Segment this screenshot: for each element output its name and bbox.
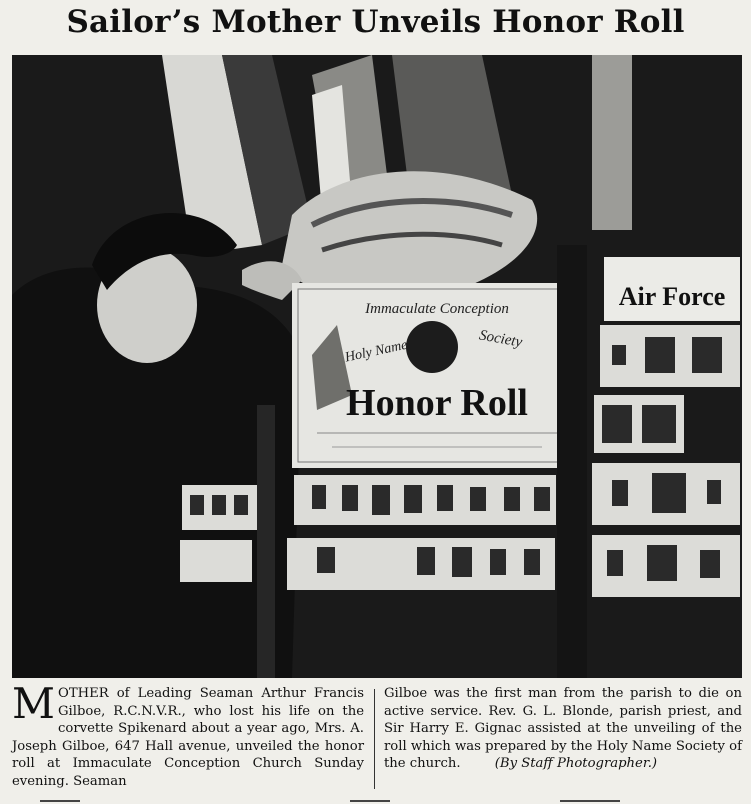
photo-credit: (By Staff Photographer.)	[494, 756, 658, 772]
bottom-rule	[40, 800, 80, 802]
board-title: Honor Roll	[346, 382, 528, 424]
caption-right-text: Gilboe was the first man from the parish to die on active service. Rev. G. L. Blonde, parish priest, and Sir Harry E. Gignac assisted at the unveiling of the roll which was prepared by the Holy Name Society of the church.	[384, 686, 742, 772]
news-photo	[12, 55, 742, 678]
drop-cap: M	[12, 679, 56, 728]
board-line-2: Holy Name	[343, 337, 409, 366]
headline: Sailor’s Mother Unveils Honor Roll	[66, 4, 685, 40]
column-divider	[374, 689, 375, 789]
caption-left-column	[12, 679, 364, 791]
air-force-title: Air Force	[618, 282, 726, 311]
bottom-rule	[560, 800, 620, 802]
caption-left-text: OTHER of Leading Seaman Arthur Francis Gilboe, R.C.N.V.R., who lost his life on the corvette Spikenard about a year ago, Mrs. A. Joseph Gilboe, 647 Hall avenue, unveiled the honor roll at Immaculate Conception Church Sunday evening. Seaman	[12, 686, 364, 789]
caption	[12, 679, 742, 795]
board-line-1: Immaculate Conception	[365, 301, 509, 317]
bottom-rule	[350, 800, 390, 802]
board-line-3: Society	[477, 327, 524, 351]
caption-right-column	[384, 685, 742, 773]
